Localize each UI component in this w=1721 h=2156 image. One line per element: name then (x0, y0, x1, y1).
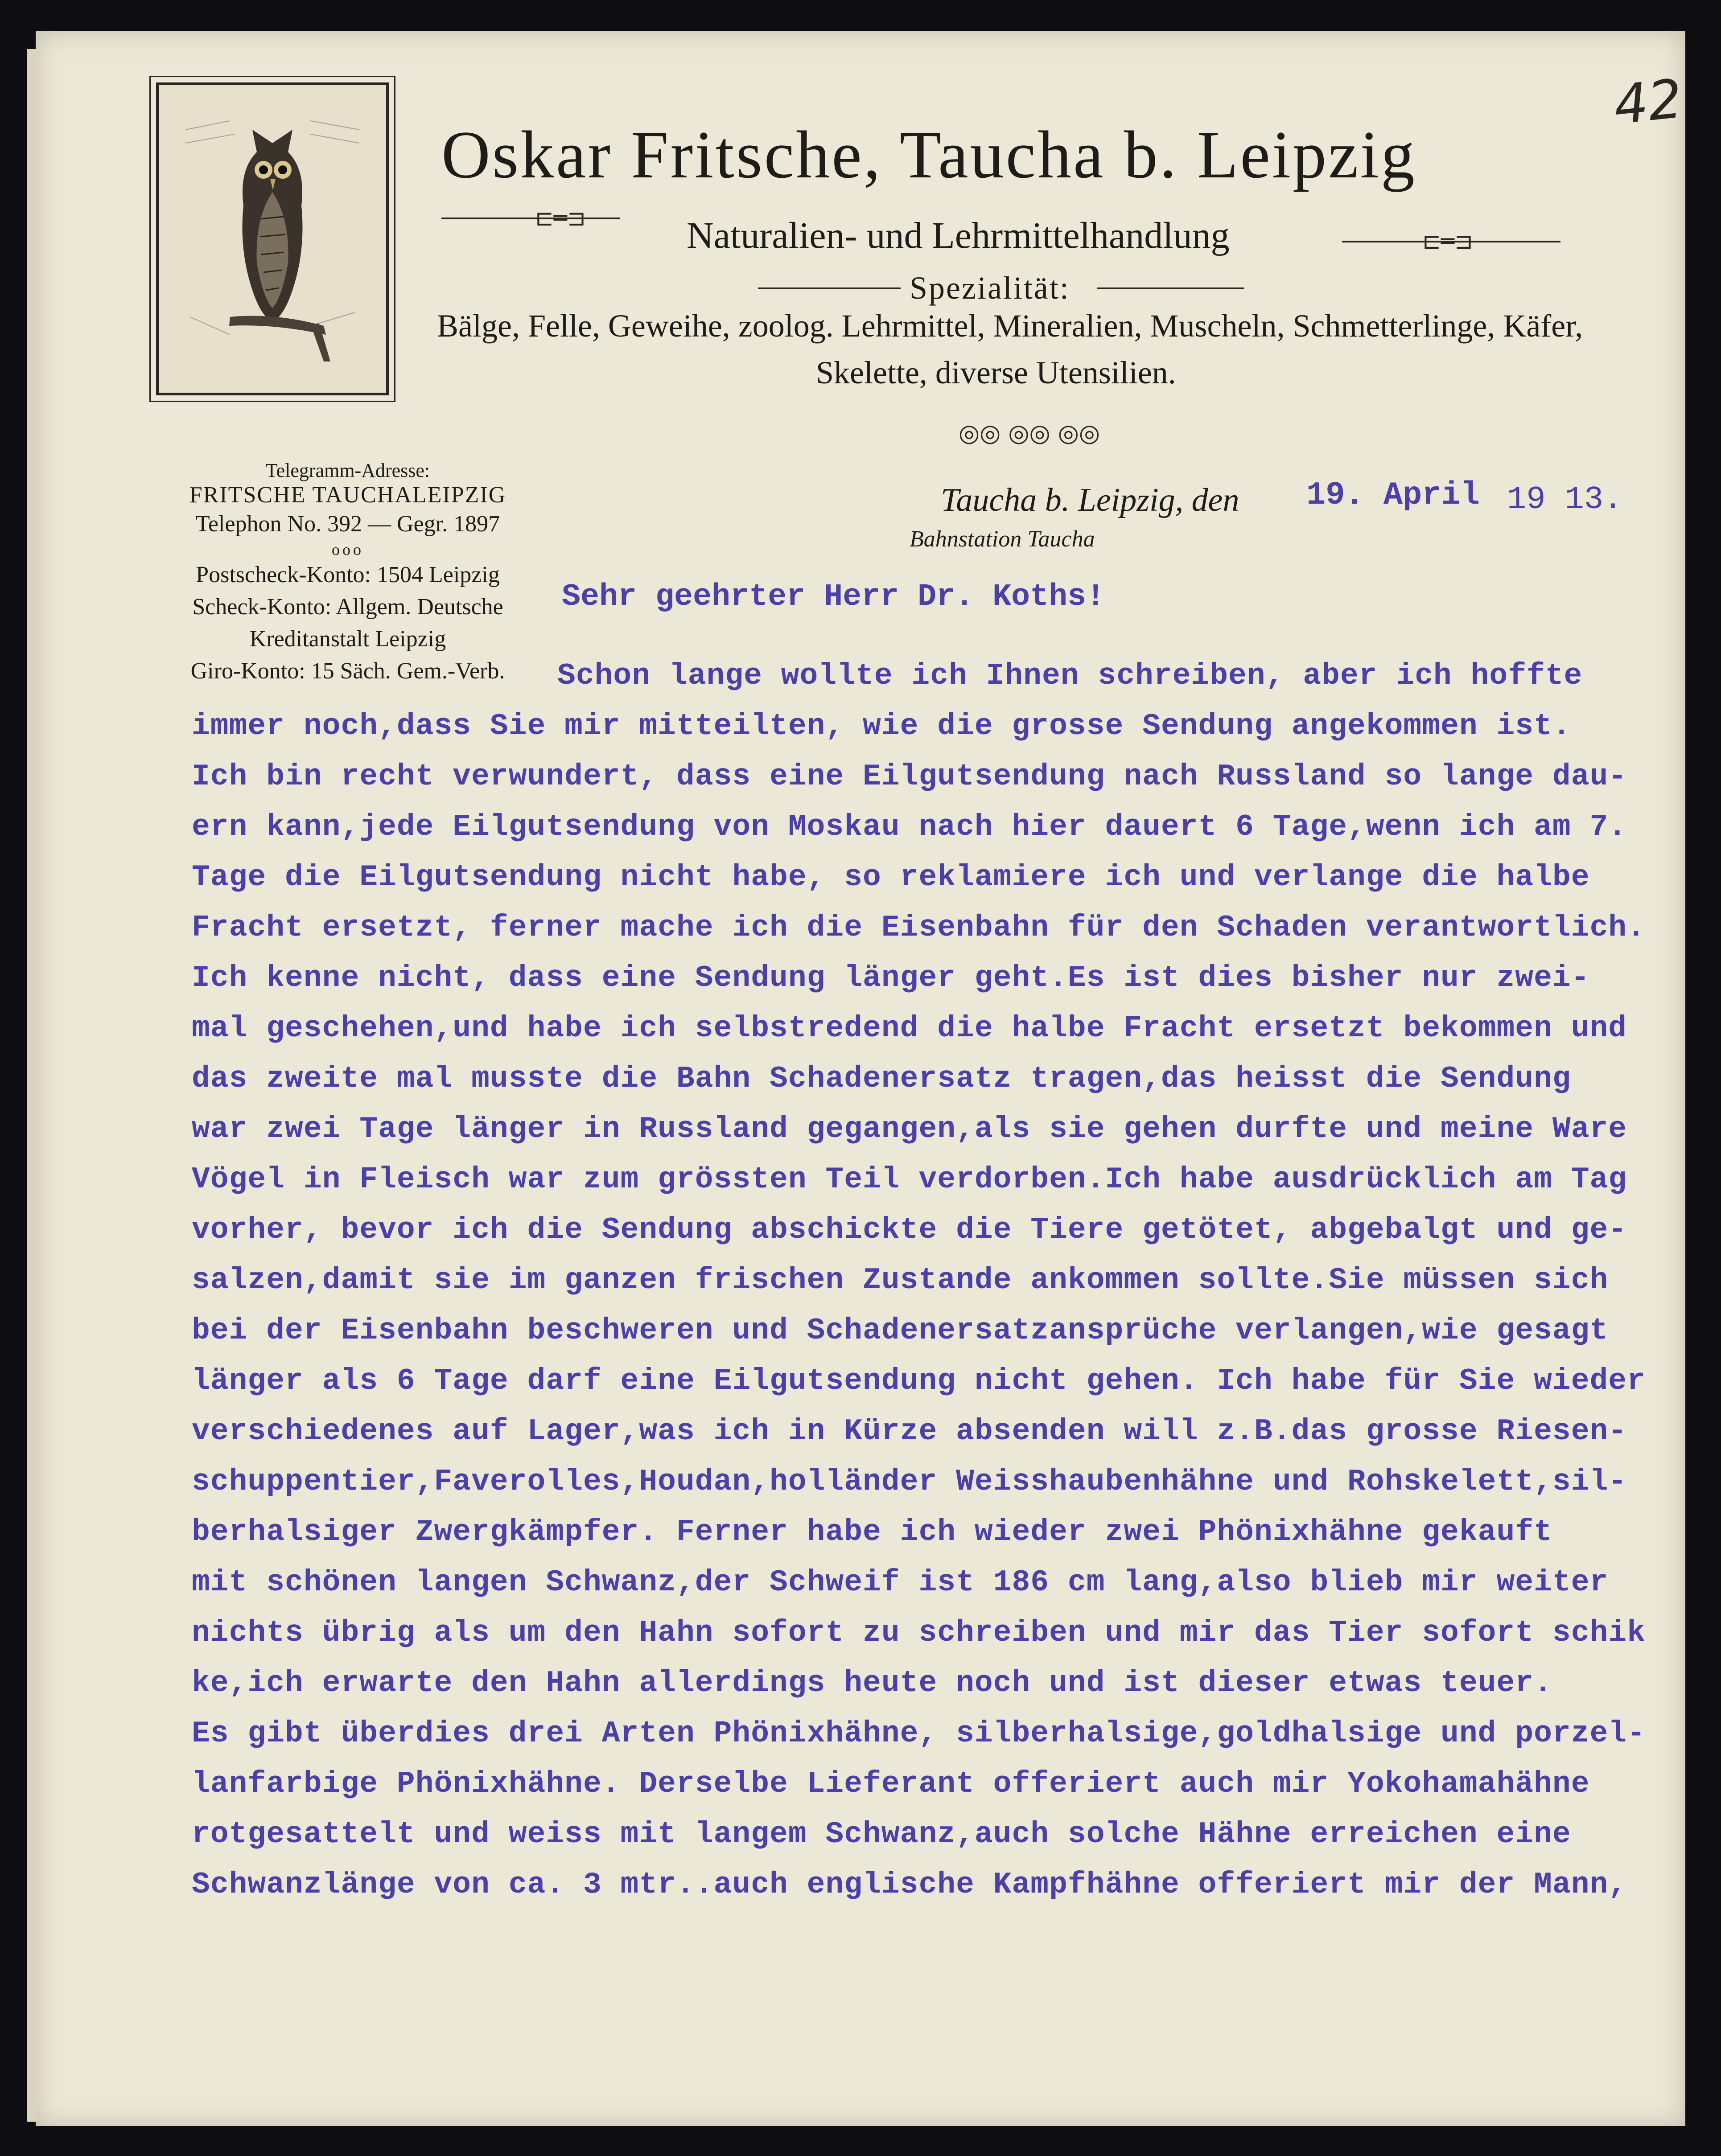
body-line: rotgesattelt und weiss mit langem Schwanz,auch solche Hähne erreichen eine (192, 1817, 1571, 1852)
body-line: ern kann,jede Eilgutsendung von Moskau nach hier dauert 6 Tage,wenn ich am 7. (192, 810, 1627, 844)
left-ornament: ⊏═⊐ (535, 205, 586, 231)
center-ornament: ◎◎ ◎◎ ◎◎ (959, 419, 1100, 447)
body-line: Tage die Eilgutsendung nicht habe, so reklamiere ich und verlange die halbe (192, 860, 1590, 895)
body-line: länger als 6 Tage darf eine Eilgutsendung nicht gehen. Ich habe für Sie wieder (192, 1364, 1646, 1398)
separator-dots: ooo (332, 541, 364, 559)
company-name: Oskar Fritsche, Taucha b. Leipzig (441, 117, 1416, 192)
body-line: war zwei Tage länger in Russland gegangen,als sie gehen durfte und meine Ware (192, 1112, 1627, 1146)
owl-illustration-icon (177, 103, 368, 375)
body-line: nichts übrig als um den Hahn sofort zu schreiben und mir das Tier sofort schik (192, 1616, 1646, 1650)
specialty-line-2: Skelette, diverse Utensilien. (816, 355, 1176, 390)
place-printed: Taucha b. Leipzig, den (941, 482, 1239, 518)
body-line: Fracht ersetzt, ferner mache ich die Eisenbahn für den Schaden verantwortlich. (192, 911, 1646, 945)
body-line: bei der Eisenbahn beschweren und Schadenersatzansprüche verlangen,wie gesagt (192, 1314, 1609, 1348)
body-line: immer noch,dass Sie mir mitteilten, wie die grosse Sendung angekommen ist. (192, 709, 1571, 743)
scheck-account-2: Kreditanstalt Leipzig (249, 626, 446, 652)
body-line: mit schönen langen Schwanz,der Schweif ist 186 cm lang,also blieb mir weiter (192, 1565, 1609, 1600)
subtitle: Naturalien- und Lehrmittelhandlung (687, 215, 1230, 256)
telegram-address: FRITSCHE TAUCHALEIPZIG (189, 482, 506, 508)
body-line: salzen,damit sie im ganzen frischen Zustande ankommen sollte.Sie müssen sich (192, 1263, 1609, 1298)
body-line: Schwanzlänge von ca. 3 mtr..auch englische Kampfhähne offeriert mir der Mann, (192, 1868, 1627, 1902)
year: 19 13. (1507, 481, 1623, 518)
body-line: schuppentier,Faverolles,Houdan,holländer Weisshaubenhähne und Rohskelett,sil- (192, 1465, 1627, 1499)
telephone: Telephon No. 392 — Gegr. 1897 (195, 511, 500, 537)
body-line: vorher, bevor ich die Sendung abschickte die Tiere getötet, abgebalgt und ge- (192, 1213, 1627, 1247)
left-ornament-rule (441, 218, 620, 219)
telegram-label: Telegramm-Adresse: (265, 460, 430, 481)
spec-rule-left (758, 287, 901, 289)
date-typed: 19. April (1306, 477, 1480, 513)
specialty-label: Spezialität: (910, 270, 1070, 306)
body-line: lanfarbige Phönixhähne. Derselbe Lieferant offeriert auch mir Yokohamahähne (192, 1767, 1590, 1801)
body-line: das zweite mal musste die Bahn Schadenersatz tragen,das heisst die Sendung (192, 1062, 1571, 1096)
scheck-account-1: Scheck-Konto: Allgem. Deutsche (192, 594, 503, 620)
spec-rule-right (1097, 287, 1244, 289)
letter-body (192, 651, 1654, 1910)
body-line: mal geschehen,und habe ich selbstredend die halbe Fracht ersetzt bekommen und (192, 1011, 1627, 1046)
body-line: Ich kenne nicht, dass eine Sendung länger geht.Es ist dies bisher nur zwei- (192, 961, 1590, 995)
salutation: Sehr geehrter Herr Dr. Koths! (562, 579, 1105, 615)
station: Bahnstation Taucha (910, 526, 1095, 552)
body-line: Ich bin recht verwundert, dass eine Eilgutsendung nach Russland so lange dau- (192, 760, 1627, 794)
body-line: berhalsiger Zwergkämpfer. Ferner habe ich wieder zwei Phönixhähne gekauft (192, 1515, 1552, 1549)
archive-number: 42 (1611, 68, 1685, 137)
body-line: Schon lange wollte ich Ihnen schreiben, aber ich hoffte (557, 659, 1583, 693)
body-line: verschiedenes auf Lager,was ich in Kürze absenden will z.B.das grosse Riesen- (192, 1414, 1627, 1449)
body-line: Es gibt überdies drei Arten Phönixhähne, silberhalsige,goldhalsige und porzel- (192, 1717, 1646, 1751)
specialty-line-1: Bälge, Felle, Geweihe, zoolog. Lehrmittel, Mineralien, Muscheln, Schmetterlinge, Käfer, (437, 308, 1583, 344)
giro-account: Giro-Konto: 15 Säch. Gem.-Verb. (190, 658, 505, 684)
body-line: Vögel in Fleisch war zum grössten Teil verdorben.Ich habe ausdrücklich am Tag (192, 1162, 1627, 1197)
body-line: ke,ich erwarte den Hahn allerdings heute noch und ist dieser etwas teuer. (192, 1666, 1552, 1700)
postscheck-account: Postscheck-Konto: 1504 Leipzig (196, 562, 500, 587)
right-ornament: ⊏═⊐ (1422, 228, 1473, 254)
owl-vignette (156, 82, 389, 395)
